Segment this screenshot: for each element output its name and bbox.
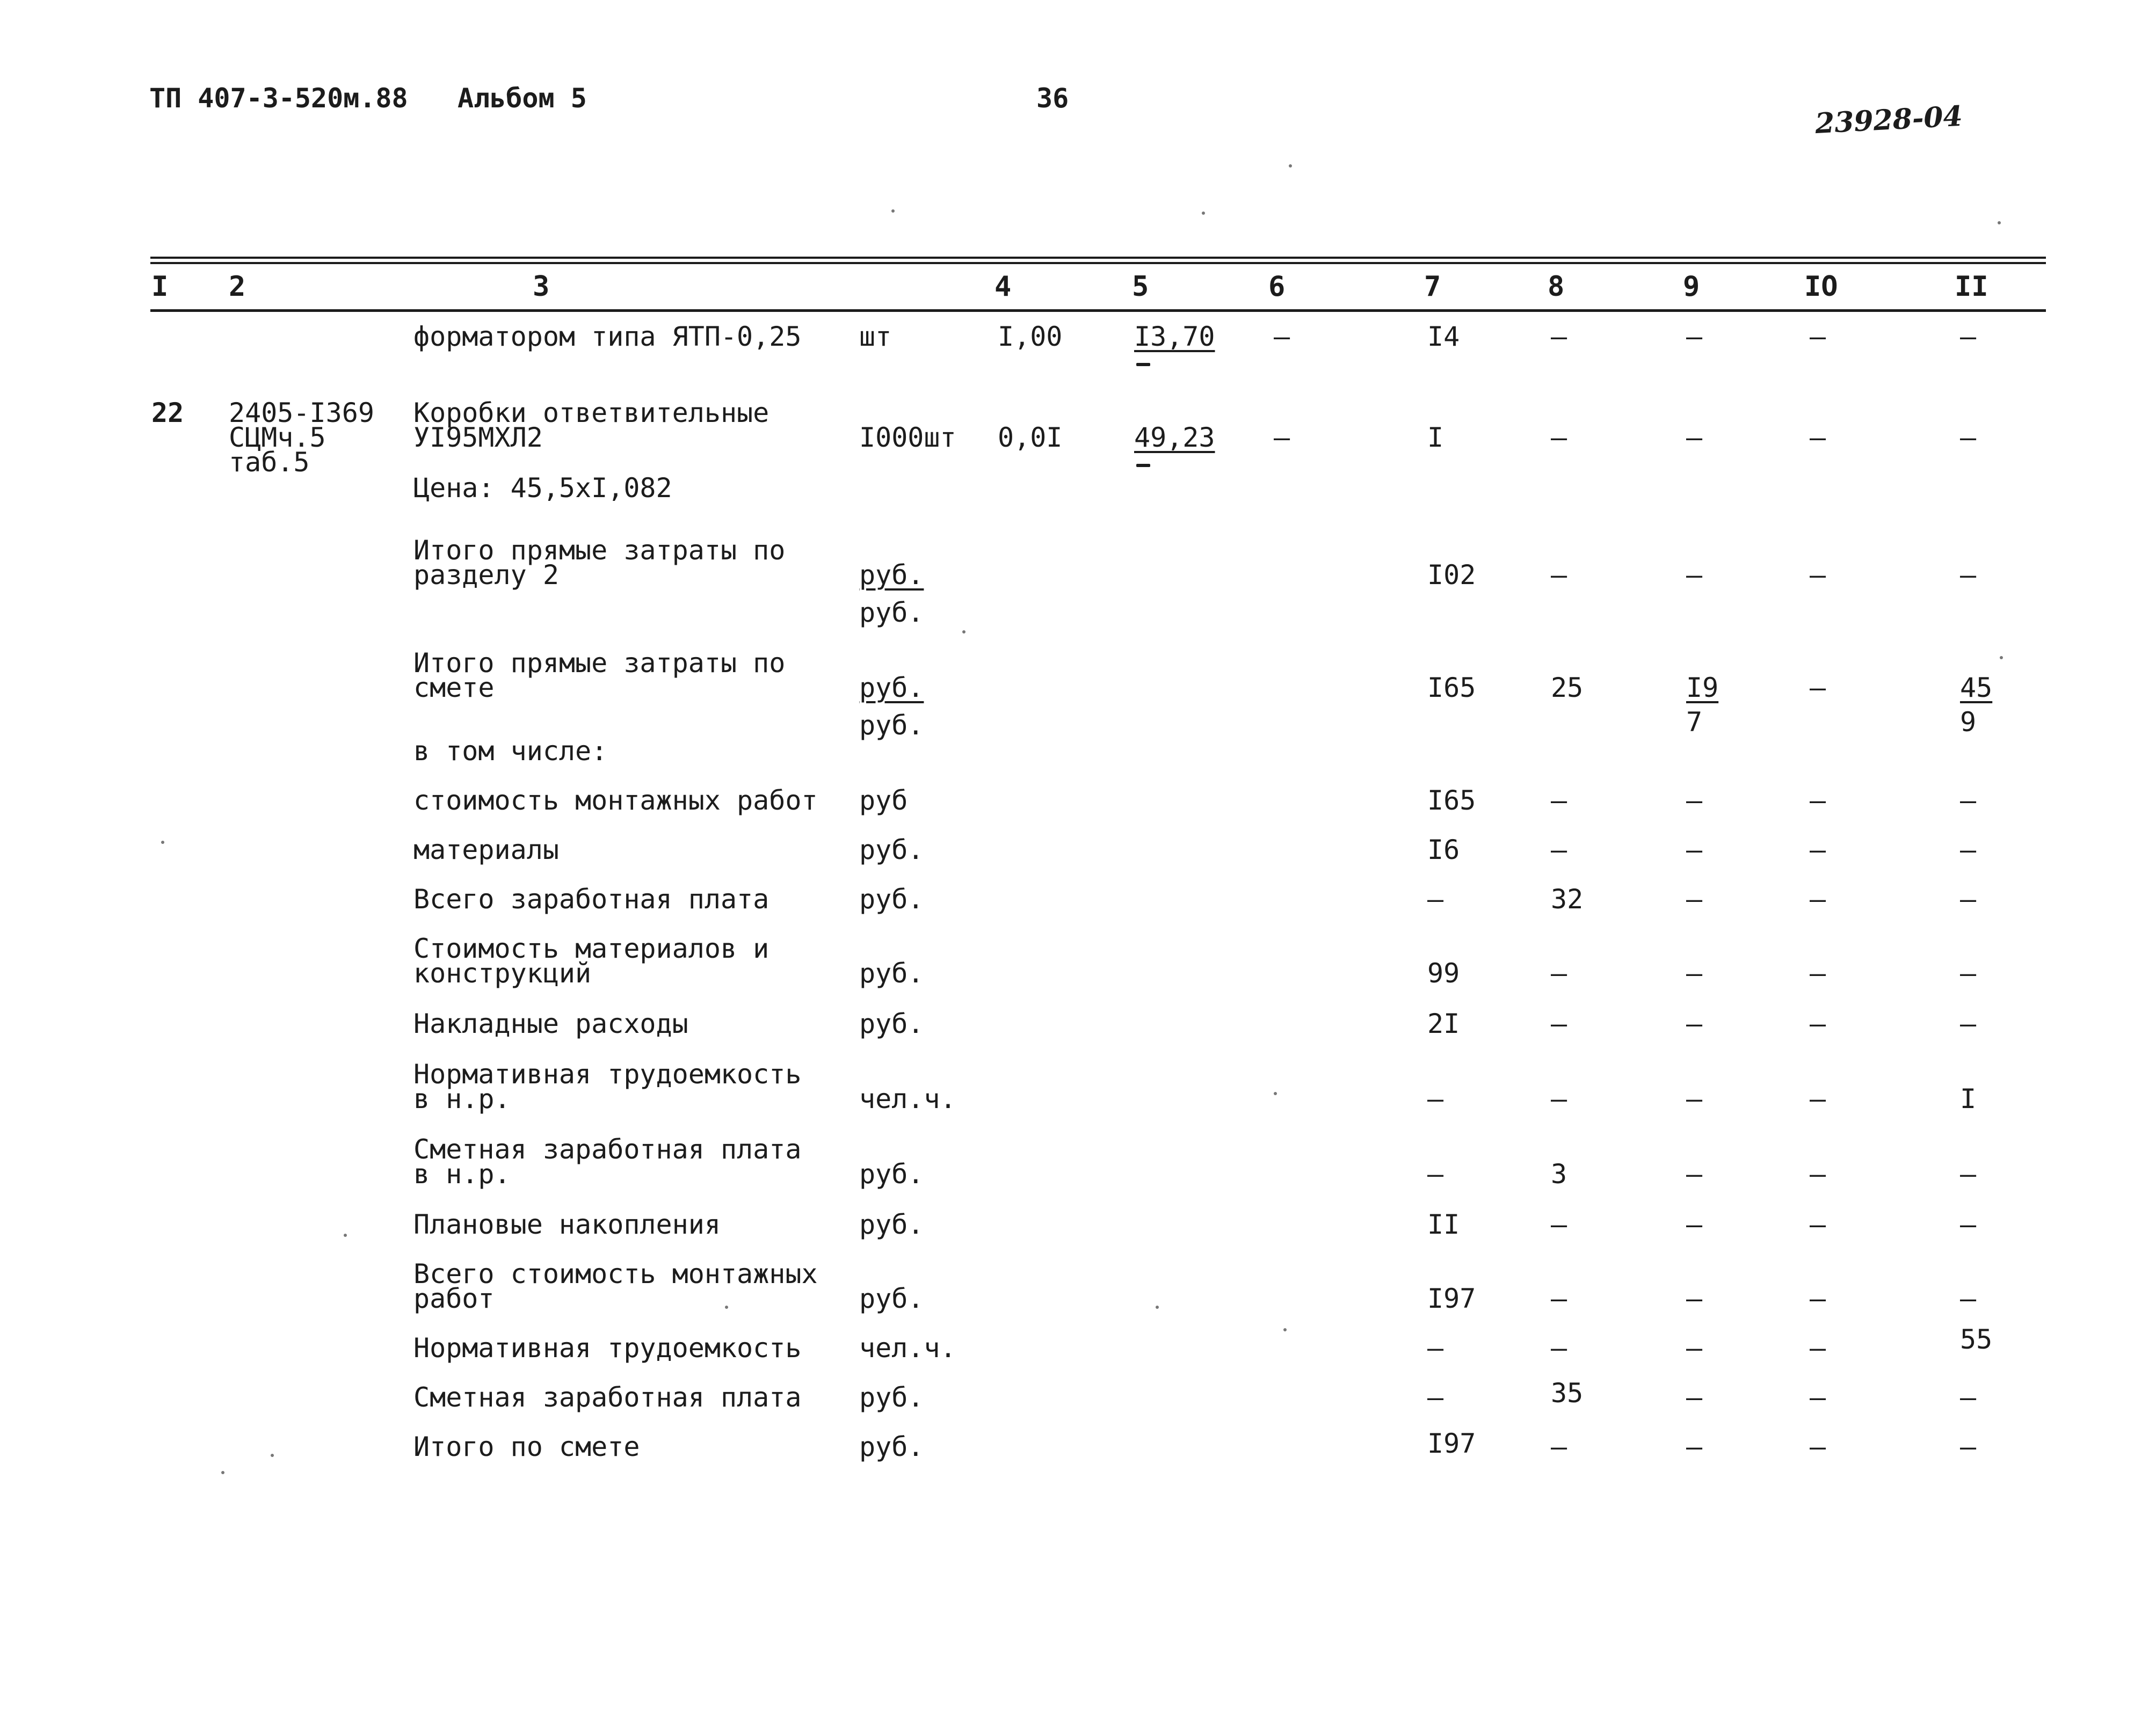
scan-speck: [221, 1471, 224, 1474]
row-col8: –: [1551, 1209, 1567, 1240]
row-col10: –: [1810, 1332, 1826, 1364]
row-col9: –: [1686, 958, 1703, 989]
row-col7: I97: [1427, 1428, 1476, 1459]
row-col10: –: [1810, 422, 1826, 453]
row-col7: 2I: [1427, 1008, 1460, 1039]
row-col11: –: [1960, 321, 1977, 352]
row-col11: –: [1960, 785, 1977, 816]
row-unit: руб.: [859, 1431, 924, 1462]
row-unit: руб.: [859, 958, 924, 989]
scan-speck: [891, 209, 895, 213]
row-col8: –: [1551, 559, 1567, 591]
row-col10: –: [1810, 958, 1826, 989]
row-col11: –: [1960, 958, 1977, 989]
row-col9: –: [1686, 1159, 1703, 1190]
row-col8: –: [1551, 1083, 1567, 1114]
scan-speck: [271, 1454, 274, 1457]
row-description: Всего заработная плата: [413, 884, 770, 915]
row-description: материалы: [413, 834, 559, 865]
row-description: форматором типа ЯТП-0,25: [413, 321, 802, 352]
row-description: конструкций: [413, 958, 592, 989]
row-unit: руб.: [859, 884, 924, 915]
column-header-5: 5: [1132, 271, 1149, 303]
column-header-4: 4: [994, 271, 1012, 303]
row-col9: –: [1686, 321, 1703, 352]
scan-speck: [1289, 164, 1292, 167]
row-col10: –: [1810, 1382, 1826, 1413]
column-header-2: 2: [229, 271, 246, 303]
row-col6: –: [1274, 422, 1290, 453]
row-col8: –: [1551, 1431, 1567, 1462]
row-col7: II: [1427, 1209, 1460, 1240]
row-col8: –: [1551, 422, 1567, 453]
row-col8: –: [1551, 1332, 1567, 1364]
row-quantity: 0,0I: [998, 422, 1063, 453]
row-col8: –: [1551, 785, 1567, 816]
row-col6: –: [1274, 321, 1290, 352]
scan-speck: [1283, 1328, 1287, 1331]
row-col9: 7: [1686, 706, 1703, 738]
row-col11: I: [1960, 1083, 1977, 1114]
row-col10: –: [1810, 1083, 1826, 1114]
row-description: работ: [413, 1283, 495, 1314]
row-col10: –: [1810, 834, 1826, 865]
row-description: Итого прямые затраты по: [413, 535, 786, 566]
row-col7: –: [1427, 1382, 1444, 1413]
row-col9: –: [1686, 834, 1703, 865]
row-col9: I9: [1686, 672, 1719, 703]
row-col7: –: [1427, 1332, 1444, 1364]
row-col8: –: [1551, 321, 1567, 352]
row-description: в н.р.: [413, 1159, 511, 1190]
row-unit: руб.: [859, 672, 924, 703]
row-unit: руб.: [859, 1382, 924, 1413]
row-col7: I6: [1427, 834, 1460, 865]
column-header-6: 6: [1268, 271, 1286, 303]
dash-mark: [1136, 363, 1150, 366]
row-col9: –: [1686, 1382, 1703, 1413]
row-price-note: Цена: 45,5хI,082: [413, 472, 672, 504]
row-col10: –: [1810, 559, 1826, 591]
table-top-rule: [150, 257, 2046, 259]
row-col7: –: [1427, 884, 1444, 915]
row-unit: руб.: [859, 834, 924, 865]
row-col10: –: [1810, 1008, 1826, 1039]
row-unit-price: I3,70: [1134, 321, 1215, 352]
row-unit: руб.: [859, 559, 924, 591]
row-col8: –: [1551, 1283, 1567, 1314]
scan-speck: [161, 841, 164, 844]
row-col7: I65: [1427, 785, 1476, 816]
scan-speck: [1998, 221, 2001, 224]
row-description: разделу 2: [413, 559, 559, 591]
row-col11: –: [1960, 1431, 1977, 1462]
column-header-1: I: [151, 271, 169, 303]
row-code-line: 2405-I369: [229, 397, 374, 428]
row-code-line: таб.5: [229, 447, 310, 478]
column-header-10: IO: [1804, 271, 1838, 303]
scan-speck: [962, 630, 966, 633]
row-col11: –: [1960, 1382, 1977, 1413]
dash-mark: [1136, 464, 1150, 467]
row-col8: 25: [1551, 672, 1584, 703]
column-header-8: 8: [1548, 271, 1565, 303]
row-unit: чел.ч.: [859, 1332, 956, 1364]
row-description: Нормативная трудоемкость: [413, 1059, 802, 1090]
row-col8: 3: [1551, 1159, 1567, 1190]
row-col9: –: [1686, 559, 1703, 591]
row-col9: –: [1686, 422, 1703, 453]
row-col8: 32: [1551, 884, 1584, 915]
row-col7: I4: [1427, 321, 1460, 352]
scan-speck: [344, 1234, 347, 1237]
row-description: Итого по смете: [413, 1431, 640, 1462]
column-header-11: II: [1955, 271, 1988, 303]
row-description: в н.р.: [413, 1083, 511, 1114]
row-description: смете: [413, 672, 495, 703]
table-header-rule: [150, 309, 2046, 312]
row-col11: –: [1960, 1209, 1977, 1240]
row-col8: –: [1551, 1008, 1567, 1039]
row-description: стоимость монтажных работ: [413, 785, 818, 816]
row-col11: –: [1960, 1008, 1977, 1039]
row-unit: руб.: [859, 1008, 924, 1039]
row-col11: –: [1960, 834, 1977, 865]
row-unit: руб.: [859, 597, 924, 628]
handwritten-stamp: 23928-04: [1814, 99, 1964, 141]
column-header-9: 9: [1683, 271, 1700, 303]
column-header-3: 3: [533, 271, 550, 303]
row-description: Нормативная трудоемкость: [413, 1332, 802, 1364]
row-unit: шт: [859, 321, 892, 352]
row-unit: I000шт: [859, 422, 956, 453]
row-col10: –: [1810, 672, 1826, 703]
row-col10: –: [1810, 785, 1826, 816]
row-col11: 9: [1960, 706, 1977, 738]
row-unit: руб.: [859, 1283, 924, 1314]
row-description: Итого прямые затраты по: [413, 647, 786, 679]
row-description: Коробки ответвительные: [413, 397, 770, 428]
column-header-7: 7: [1424, 271, 1441, 303]
row-description: Накладные расходы: [413, 1008, 688, 1039]
row-unit: руб.: [859, 710, 924, 741]
row-col8: 35: [1551, 1378, 1584, 1409]
row-description: Стоимость материалов и: [413, 933, 770, 964]
row-col11: 55: [1960, 1324, 1993, 1355]
row-col7: –: [1427, 1159, 1444, 1190]
row-col9: –: [1686, 1332, 1703, 1364]
row-description: Сметная заработная плата: [413, 1134, 802, 1165]
row-description: Всего стоимость монтажных: [413, 1258, 818, 1290]
row-col10: –: [1810, 1159, 1826, 1190]
row-unit-price: 49,23: [1134, 422, 1215, 453]
row-description: Плановые накопления: [413, 1209, 721, 1240]
row-col7: I: [1427, 422, 1444, 453]
row-col7: 99: [1427, 958, 1460, 989]
row-col9: –: [1686, 1008, 1703, 1039]
scan-speck: [1156, 1306, 1159, 1309]
row-col9: –: [1686, 1283, 1703, 1314]
row-unit: руб.: [859, 1209, 924, 1240]
scan-speck: [2000, 656, 2003, 659]
row-number: 22: [151, 397, 184, 428]
row-col7: I65: [1427, 672, 1476, 703]
document-code: ТП 407-3-520м.88: [149, 83, 408, 114]
scan-speck: [725, 1306, 728, 1309]
row-col10: –: [1810, 884, 1826, 915]
row-col7: I97: [1427, 1283, 1476, 1314]
row-col9: –: [1686, 785, 1703, 816]
row-col11: –: [1960, 884, 1977, 915]
row-quantity: I,00: [998, 321, 1063, 352]
row-unit: чел.ч.: [859, 1083, 956, 1114]
row-unit: руб: [859, 785, 908, 816]
row-col9: –: [1686, 1209, 1703, 1240]
row-col10: –: [1810, 1209, 1826, 1240]
row-description: УI95МХЛ2: [413, 422, 543, 453]
row-col8: –: [1551, 958, 1567, 989]
row-col11: –: [1960, 1283, 1977, 1314]
row-col9: –: [1686, 1431, 1703, 1462]
row-col10: –: [1810, 1283, 1826, 1314]
row-col11: –: [1960, 559, 1977, 591]
row-col11: –: [1960, 1159, 1977, 1190]
row-code-line: СЦМч.5: [229, 422, 326, 453]
row-col9: –: [1686, 1083, 1703, 1114]
row-col10: –: [1810, 321, 1826, 352]
row-col11: 45: [1960, 672, 1993, 703]
row-description: Сметная заработная плата: [413, 1382, 802, 1413]
scan-speck: [1202, 212, 1205, 215]
row-col10: –: [1810, 1431, 1826, 1462]
row-col7: I02: [1427, 559, 1476, 591]
album-label: Альбом 5: [458, 83, 587, 114]
row-col8: –: [1551, 834, 1567, 865]
scan-speck: [1274, 1092, 1277, 1095]
row-description: в том числе:: [413, 735, 608, 767]
row-col11: –: [1960, 422, 1977, 453]
row-unit: руб.: [859, 1159, 924, 1190]
table-top-rule-double: [150, 262, 2046, 264]
row-col7: –: [1427, 1083, 1444, 1114]
row-col9: –: [1686, 884, 1703, 915]
page-number: 36: [1036, 83, 1069, 114]
